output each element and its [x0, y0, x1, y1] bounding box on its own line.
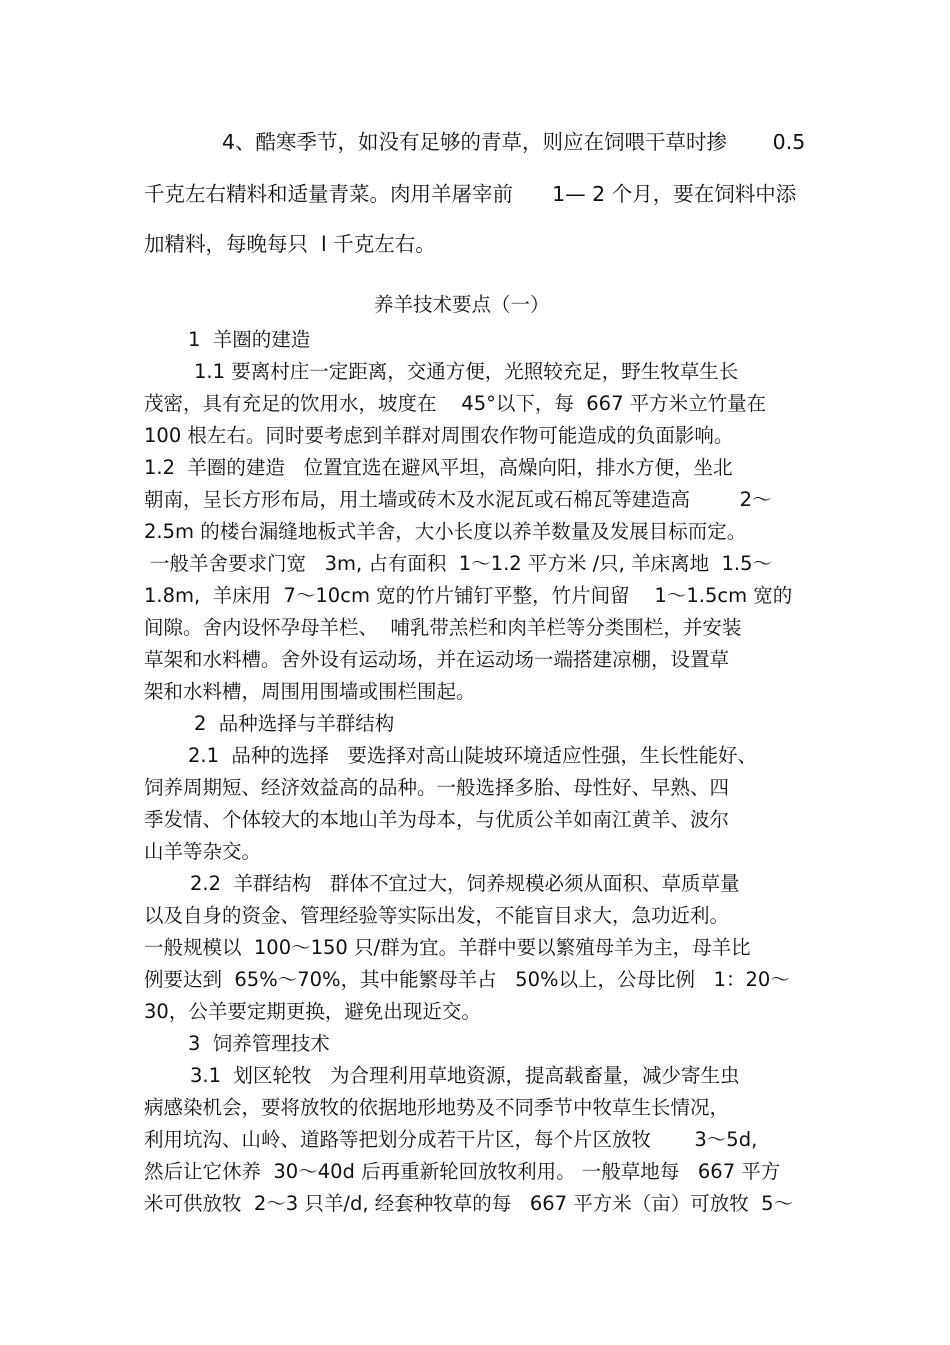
paragraph-line: 以及自身的资金、管理经验等实际出发，不能盲目求大，急功近利。	[144, 904, 730, 927]
paragraph-line: 千克左右精料和适量青菜。肉用羊屠宰前 1— 2 个月，要在饲料中添	[144, 182, 797, 206]
paragraph-line: 1.2 羊圈的建造 位置宜选在避风平坦，高燥向阳，排水方便，坐北	[144, 456, 733, 479]
paragraph-line: 一般羊舍要求门宽 3m, 占有面积 1～1.2 平方米 /只, 羊床离地 1.5～	[150, 552, 772, 575]
paragraph-line: 米可供放牧 2～3 只羊/d, 经套种牧草的每 667 平方米（亩）可放牧 5～	[144, 1192, 794, 1215]
paragraph-line: 例要达到 65%～70%，其中能繁母羊占 50%以上，公母比例 1：20～	[144, 968, 790, 991]
paragraph-line: 季发情、个体较大的本地山羊为母本，与优质公羊如南江黄羊、波尔	[144, 808, 730, 831]
paragraph-line: 加精料，每晚每只 l 千克左右。	[144, 232, 436, 256]
paragraph-line: 饲养周期短、经济效益高的品种。一般选择多胎、母性好、早熟、四	[144, 776, 730, 799]
paragraph-line: 朝南，呈长方形布局，用土墙或砖木及水泥瓦或石棉瓦等建造高 2～	[144, 488, 772, 511]
section-heading: 2 品种选择与羊群结构	[194, 712, 395, 735]
paragraph-line: 100 根左右。同时要考虑到羊群对周围农作物可能造成的负面影响。	[144, 424, 734, 447]
paragraph-line: 1.8m, 羊床用 7～10cm 宽的竹片铺钉平整，竹片间留 1～1.5cm 宽的	[144, 584, 793, 607]
paragraph-line: 3.1 划区轮牧 为合理利用草地资源，提高载畜量，减少寄生虫	[190, 1064, 740, 1087]
paragraph-line: 架和水料槽，周围用围墙或围栏围起。	[144, 680, 476, 703]
paragraph-line: 病感染机会，要将放牧的依据地形地势及不同季节中牧草生长情况，	[144, 1096, 730, 1119]
section-heading: 3 饲养管理技术	[188, 1032, 330, 1055]
paragraph-line: 2.2 羊群结构 群体不宜过大，饲养规模必须从面积、草质草量	[190, 872, 740, 895]
paragraph-line: 2.1 品种的选择 要选择对高山陡坡环境适应性强，生长性能好、	[188, 744, 758, 767]
paragraph-line: 4、酷寒季节，如没有足够的青草，则应在饲喂干草时掺 0.5	[222, 130, 806, 154]
paragraph-line: 草架和水料槽。舍外设有运动场，并在运动场一端搭建凉棚，设置草	[144, 648, 730, 671]
paragraph-line: 然后让它休养 30～40d 后再重新轮回放牧利用。 一般草地每 667 平方	[144, 1160, 781, 1183]
paragraph-line: 30，公羊要定期更换，避免出现近交。	[144, 1000, 481, 1023]
paragraph-line: 利用坑沟、山岭、道路等把划分成若干片区，每个片区放牧 3～5d,	[144, 1128, 758, 1151]
paragraph-line: 茂密，具有充足的饮用水，坡度在 45°以下，每 667 平方米立竹量在	[144, 392, 767, 415]
paragraph-line: 间隙。舍内设怀孕母羊栏、 哺乳带羔栏和肉羊栏等分类围栏，并安装	[144, 616, 742, 639]
paragraph-line: 1.1 要离村庄一定距离，交通方便，光照较充足，野生牧草生长	[194, 360, 739, 383]
paragraph-line: 2.5m 的楼台漏缝地板式羊舍，大小长度以养羊数量及发展目标而定。	[144, 520, 747, 543]
section-title: 养羊技术要点（一）	[374, 293, 550, 316]
section-heading: 1 羊圈的建造	[188, 328, 311, 351]
paragraph-line: 一般规模以 100～150 只/群为宜。羊群中要以繁殖母羊为主，母羊比	[144, 936, 751, 959]
paragraph-line: 山羊等杂交。	[144, 840, 262, 863]
